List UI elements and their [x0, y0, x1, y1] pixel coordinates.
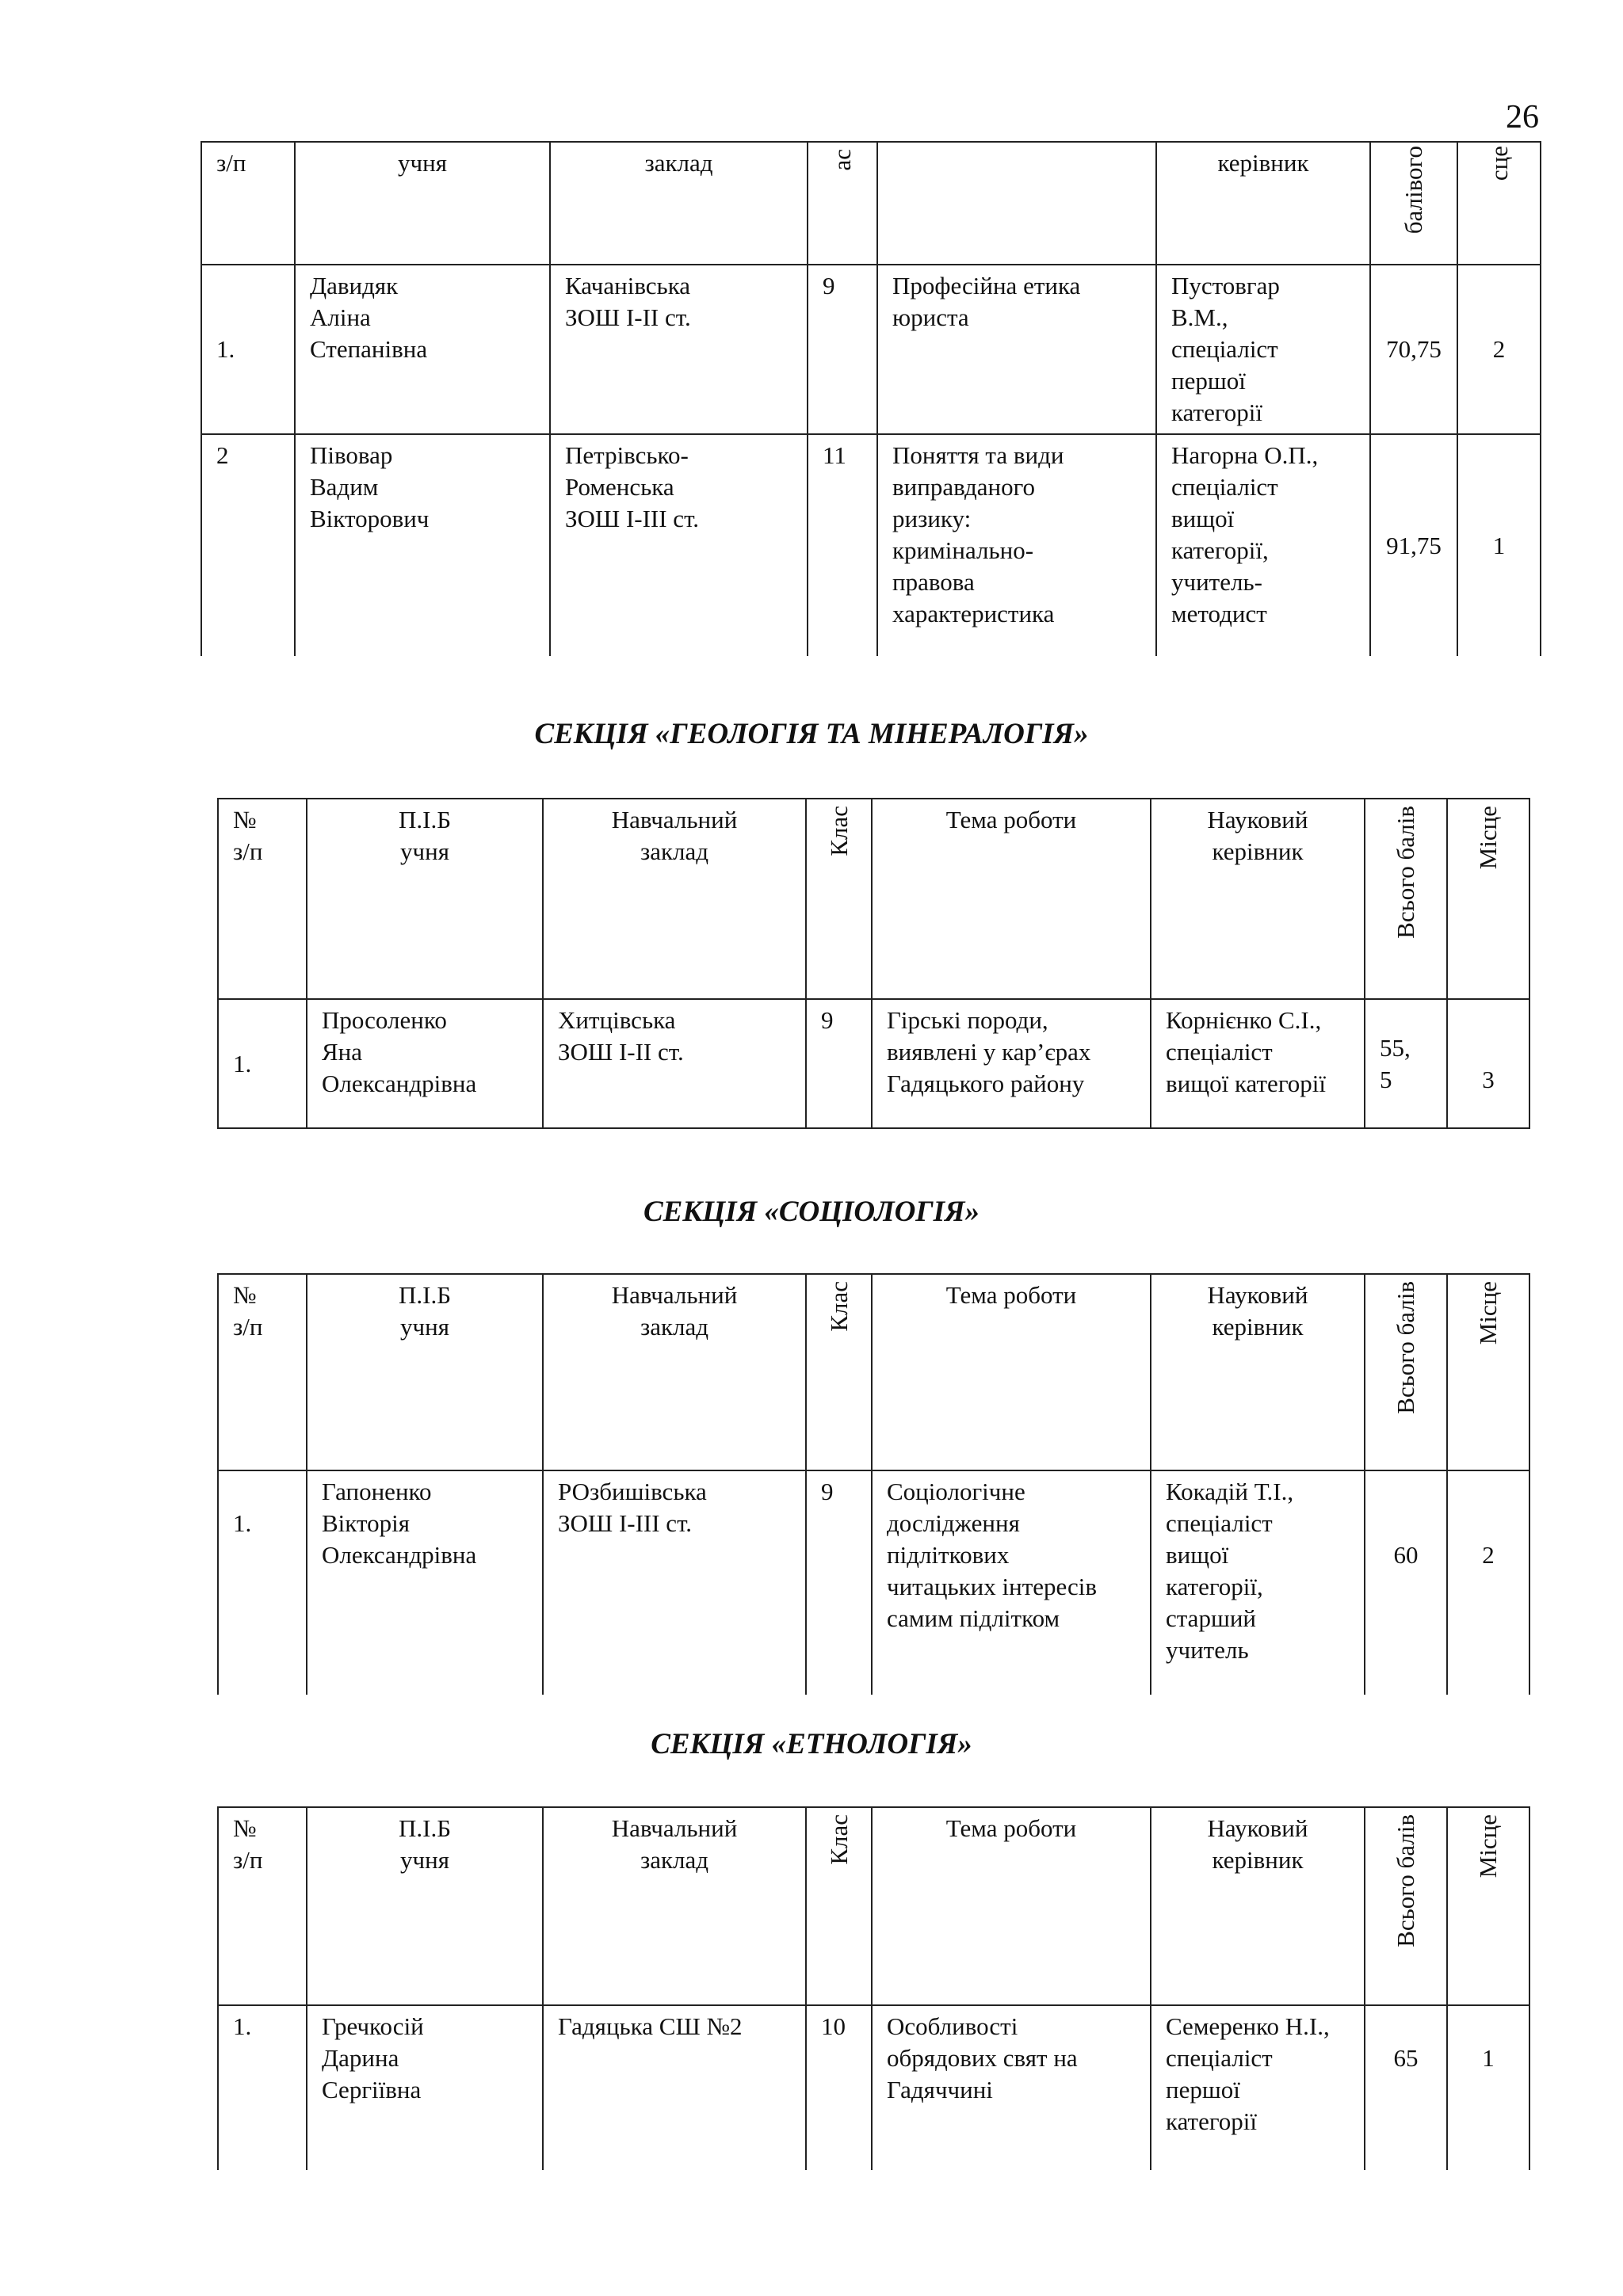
cell-score: 70,75	[1370, 265, 1457, 434]
table-sociology	[217, 1273, 1530, 1695]
header-school: заклад	[550, 142, 808, 265]
header-grade: ас	[808, 142, 877, 265]
cell-name: Гапоненко Вікторія Олександрівна	[307, 1470, 543, 1695]
table-continued	[200, 141, 1541, 656]
header-topic	[877, 142, 1156, 265]
page-number: 26	[1506, 99, 1539, 135]
header-grade: Клас	[806, 799, 872, 999]
cell-topic: Поняття та види виправданого ризику: кримінально- правова характеристика	[877, 434, 1156, 656]
cell-num: 1.	[218, 2005, 307, 2170]
cell-school: Качанівська ЗОШ I-II ст.	[550, 265, 808, 434]
header-supervisor: Науковий керівник	[1151, 799, 1365, 999]
cell-topic: Професійна етика юриста	[877, 265, 1156, 434]
section-title-geology: СЕКЦІЯ «ГЕОЛОГІЯ ТА МІНЕРАЛОГІЯ»	[534, 718, 1089, 750]
header-name: П.І.Б учня	[307, 1274, 543, 1470]
table-row	[218, 2005, 1529, 2170]
section-title-ethnology: СЕКЦІЯ «ЕТНОЛОГІЯ»	[651, 1728, 972, 1760]
cell-name: Просоленко Яна Олександрівна	[307, 999, 543, 1128]
cell-name: Гречкосій Дарина Сергіївна	[307, 2005, 543, 2170]
cell-place: 1	[1447, 2005, 1529, 2170]
cell-topic: Гірські породи, виявлені у кар’єрах Гадяцького району	[872, 999, 1151, 1128]
header-supervisor: Науковий керівник	[1151, 1807, 1365, 2005]
cell-grade: 9	[806, 1470, 872, 1695]
cell-num: 2	[201, 434, 295, 656]
cell-grade: 9	[806, 999, 872, 1128]
header-num: № з/п	[218, 1807, 307, 2005]
cell-score: 60	[1365, 1470, 1447, 1695]
cell-school: Петрівсько- Роменська ЗОШ I-III ст.	[550, 434, 808, 656]
header-topic: Тема роботи	[872, 799, 1151, 999]
header-score: Всього балів	[1365, 1807, 1447, 2005]
table-header-row	[201, 142, 1541, 265]
cell-supervisor: Пустовгар В.М., спеціаліст першої категорії	[1156, 265, 1370, 434]
header-school: Навчальний заклад	[543, 1274, 806, 1470]
header-num: з/п	[201, 142, 295, 265]
cell-topic: Соціологічне дослідження підліткових читацьких інтересів самим підлітком	[872, 1470, 1151, 1695]
table-geology	[217, 798, 1530, 1129]
header-supervisor: керівник	[1156, 142, 1370, 265]
cell-place: 3	[1447, 999, 1529, 1128]
cell-score: 65	[1365, 2005, 1447, 2170]
cell-name: Давидяк Аліна Степанівна	[295, 265, 550, 434]
header-topic: Тема роботи	[872, 1807, 1151, 2005]
header-grade: Клас	[806, 1807, 872, 2005]
cell-place: 1	[1457, 434, 1541, 656]
header-score: балівого	[1370, 142, 1457, 265]
cell-grade: 9	[808, 265, 877, 434]
header-place: Місце	[1447, 1274, 1529, 1470]
cell-supervisor: Семеренко Н.І., спеціаліст першої категорії	[1151, 2005, 1365, 2170]
table-row	[218, 1470, 1529, 1695]
cell-num: 1.	[201, 265, 295, 434]
header-num: № з/п	[218, 799, 307, 999]
cell-supervisor: Кокадій Т.І., спеціаліст вищої категорії, старший учитель	[1151, 1470, 1365, 1695]
header-place: Місце	[1447, 1807, 1529, 2005]
cell-place: 2	[1447, 1470, 1529, 1695]
header-school: Навчальний заклад	[543, 1807, 806, 2005]
table-row	[201, 434, 1541, 656]
cell-place: 2	[1457, 265, 1541, 434]
header-name: учня	[295, 142, 550, 265]
header-score: Всього балів	[1365, 1274, 1447, 1470]
table-header-row	[218, 799, 1529, 999]
header-topic: Тема роботи	[872, 1274, 1151, 1470]
header-school: Навчальний заклад	[543, 799, 806, 999]
header-name: П.І.Б учня	[307, 1807, 543, 2005]
table-header-row	[218, 1807, 1529, 2005]
table-header-row	[218, 1274, 1529, 1470]
cell-supervisor: Корнієнко С.І., спеціаліст вищої категорії	[1151, 999, 1365, 1128]
cell-grade: 11	[808, 434, 877, 656]
header-place: сце	[1457, 142, 1541, 265]
header-grade: Клас	[806, 1274, 872, 1470]
cell-score: 55, 5	[1365, 999, 1447, 1128]
header-supervisor: Науковий керівник	[1151, 1274, 1365, 1470]
table-row	[201, 265, 1541, 434]
cell-num: 1.	[218, 1470, 307, 1695]
cell-school: РОзбишівська ЗОШ I-III ст.	[543, 1470, 806, 1695]
cell-score: 91,75	[1370, 434, 1457, 656]
cell-grade: 10	[806, 2005, 872, 2170]
cell-topic: Особливості обрядових свят на Гадяччині	[872, 2005, 1151, 2170]
header-place: Місце	[1447, 799, 1529, 999]
cell-num: 1.	[218, 999, 307, 1128]
cell-school: Хитцівська ЗОШ I-II ст.	[543, 999, 806, 1128]
table-row	[218, 999, 1529, 1128]
cell-school: Гадяцька СШ №2	[543, 2005, 806, 2170]
cell-supervisor: Нагорна О.П., спеціаліст вищої категорії, учитель- методист	[1156, 434, 1370, 656]
header-num: № з/п	[218, 1274, 307, 1470]
table-ethnology	[217, 1806, 1530, 2170]
section-title-sociology: СЕКЦІЯ «СОЦІОЛОГІЯ»	[643, 1196, 980, 1228]
header-score: Всього балів	[1365, 799, 1447, 999]
header-name: П.І.Б учня	[307, 799, 543, 999]
cell-name: Півовар Вадим Вікторович	[295, 434, 550, 656]
